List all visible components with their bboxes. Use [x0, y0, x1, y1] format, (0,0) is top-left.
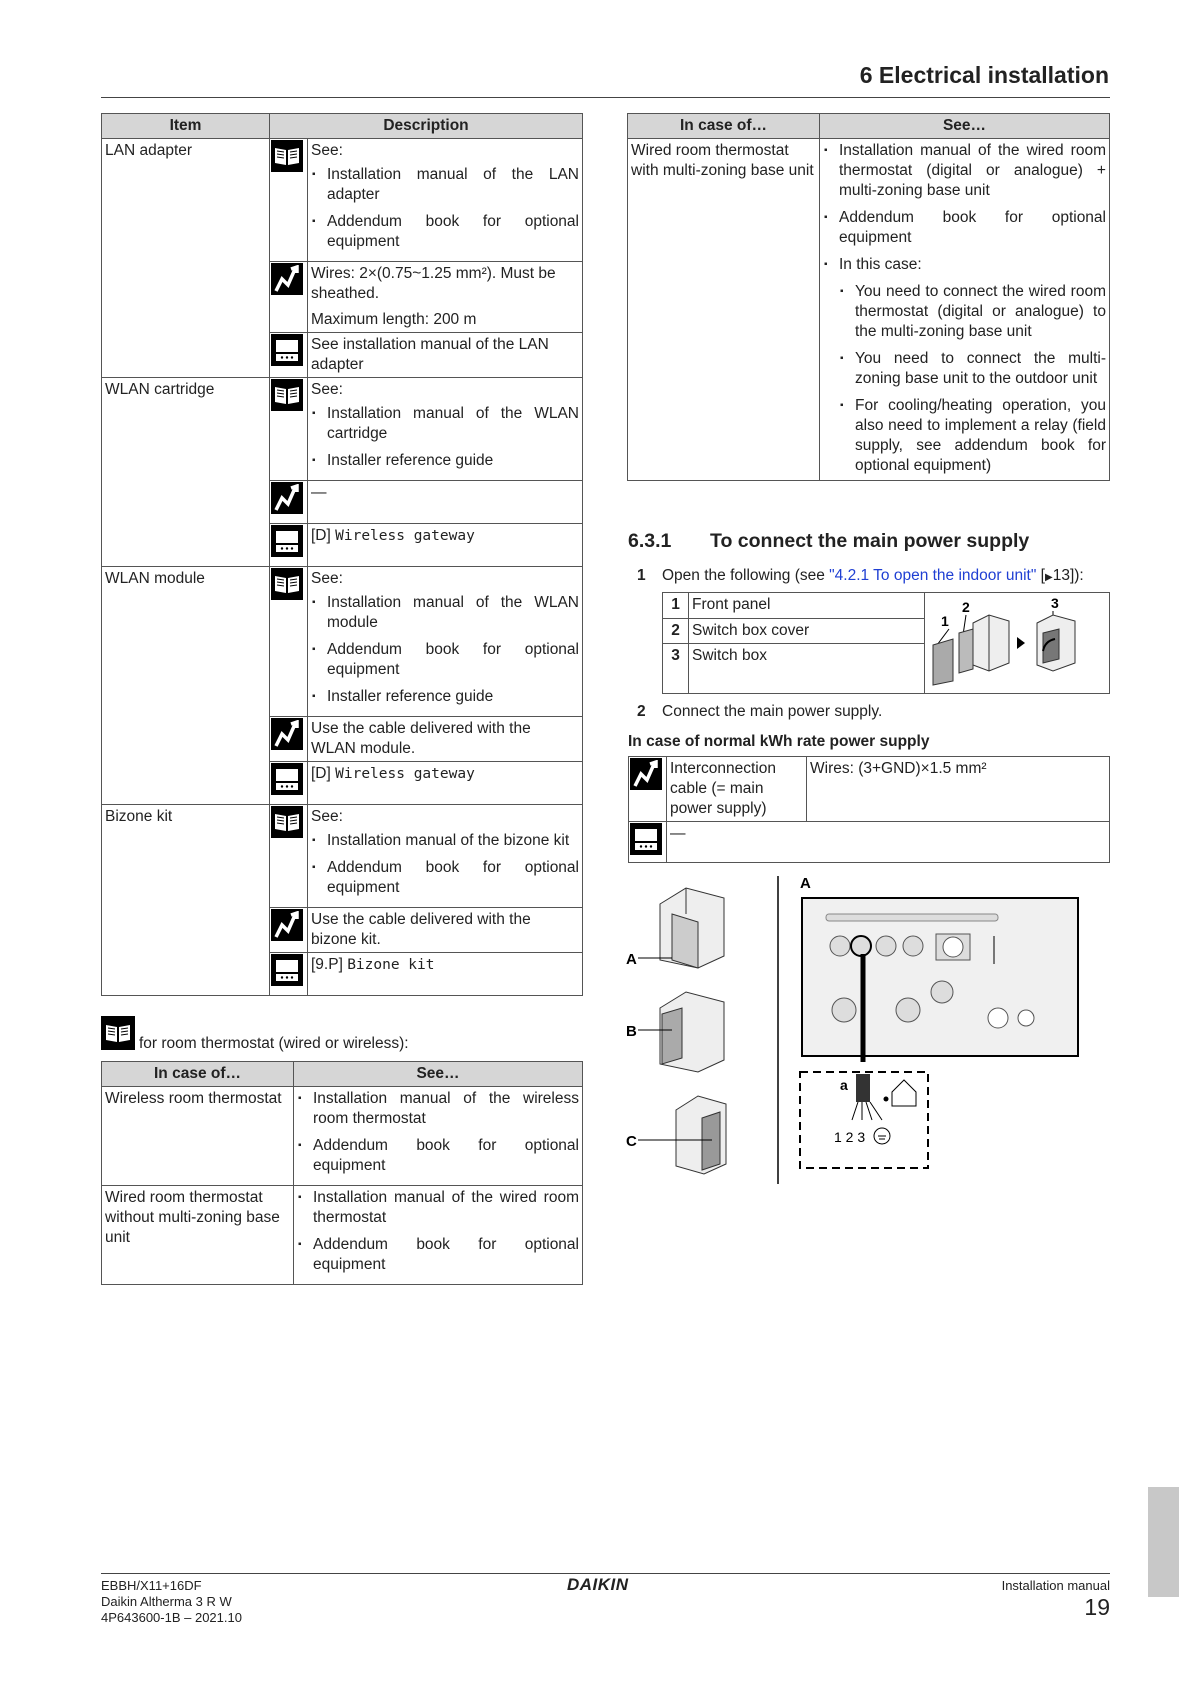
wlan-module-wire-cell: Use the cable delivered with the WLAN module. [308, 717, 583, 762]
wire-icon [270, 481, 308, 524]
book-icon [101, 1016, 135, 1050]
see-wireless [294, 1087, 583, 1186]
controller-icon [270, 333, 308, 378]
wlan-module-ctrl-cell [308, 762, 583, 805]
brand-logo: DAIKIN [567, 1575, 629, 1594]
parts-figure [925, 593, 1110, 694]
options-table [101, 113, 583, 996]
step-2-text: Connect the main power supply. [662, 703, 883, 720]
power-supply-heading: In case of normal kWh rate power supply [628, 733, 930, 750]
footer-docnum: 4P643600-1B – 2021.10 [101, 1610, 242, 1625]
col-see-header: See… [820, 114, 1110, 139]
wlan-cartridge-wire-cell: — [308, 481, 583, 524]
part-number: 3 [663, 644, 689, 694]
see-label: See: [311, 381, 343, 398]
list-item: ▪ In this case: [839, 255, 1106, 275]
terminal-numbers: 1 2 3 [834, 1129, 866, 1145]
wlan-cartridge-book-cell [308, 378, 583, 481]
footer-manual: Installation manual [1001, 1578, 1110, 1593]
item-lan-adapter: LAN adapter [102, 139, 270, 378]
wire-icon [270, 717, 308, 762]
page-ref[interactable]: 13 [1052, 567, 1070, 584]
figure-label-C: C [626, 1133, 637, 1150]
section-number: 6.3.1 [628, 530, 672, 552]
parts-table [662, 592, 1110, 694]
arrow-icon: ▶ [1045, 572, 1053, 583]
step-number: 1 [637, 567, 646, 584]
menu-ref: [D] [311, 527, 331, 544]
footer-rule [101, 1573, 1110, 1574]
part-label: Switch box cover [689, 619, 925, 644]
book-icon [270, 139, 308, 262]
part-label: Switch box [689, 644, 925, 694]
book-icon [270, 805, 308, 908]
case-wired: Wired room thermostat without multi-zoning base unit [102, 1186, 294, 1285]
step-text: ]): [1069, 567, 1084, 584]
wire-icon [270, 262, 308, 333]
figure-label: 3 [1051, 595, 1059, 611]
part-number: 2 [663, 619, 689, 644]
case-multizone: Wired room thermostat with multi-zoning base unit [628, 139, 820, 481]
header-rule [101, 97, 1110, 98]
see-label: See: [311, 570, 343, 587]
wire-spec: Wires: (3+GND)×1.5 mm² [807, 757, 1110, 822]
page-number: 19 [1084, 1594, 1110, 1620]
list-item: ▪ Installer reference guide [327, 451, 579, 471]
chapter-title: 6 Electrical installation [859, 62, 1109, 88]
list-item: ▪ Installer reference guide [327, 687, 579, 707]
list-item: ▪ Addendum book for optional equipment [327, 640, 579, 680]
step-text: Open the following (see [662, 567, 830, 584]
part-number: 1 [663, 593, 689, 619]
col-case-header: In case of… [102, 1062, 294, 1087]
item-bizone-kit: Bizone kit [102, 805, 270, 996]
wire-max-length: Maximum length: 200 m [311, 311, 477, 328]
wire-label: a [840, 1077, 848, 1093]
list-item: ▪ Installation manual of the wired room thermostat [313, 1188, 579, 1228]
step-1-text [662, 567, 1084, 585]
bizone-wire-cell: Use the cable delivered with the bizone kit. [308, 908, 583, 953]
section-title: To connect the main power supply [710, 530, 1030, 552]
cable-label: Interconnection cable (= main power supply) [667, 757, 807, 822]
wlan-module-book-cell [308, 567, 583, 717]
col-case-header: In case of… [628, 114, 820, 139]
figure-label: 1 [941, 613, 949, 629]
controller-icon [629, 822, 667, 863]
case-wireless: Wireless room thermostat [102, 1087, 294, 1186]
col-item-header: Item [102, 114, 270, 139]
figure-label-B: B [626, 1023, 637, 1040]
list-item: ▪ You need to connect the multi-zoning base unit to the outdoor unit [855, 349, 1106, 389]
step-text: [ [1036, 567, 1045, 584]
panel-label: A [800, 875, 811, 892]
book-icon [270, 567, 308, 717]
step-number: 2 [637, 703, 646, 720]
chapter-tab [1148, 1487, 1179, 1597]
controller-icon [270, 762, 308, 805]
list-item: ▪ Addendum book for optional equipment [327, 858, 579, 898]
list-item: ▪ You need to connect the wired room thermostat (digital or analogue) to the multi-zoning base unit [855, 282, 1106, 342]
list-item: ▪ Installation manual of the wireless room thermostat [313, 1089, 579, 1129]
bizone-book-cell [308, 805, 583, 908]
controller-icon [270, 953, 308, 996]
menu-code: Bizone kit [347, 957, 435, 973]
part-label: Front panel [689, 593, 925, 619]
lan-book-cell [308, 139, 583, 262]
list-item: ▪ Addendum book for optional equipment [313, 1235, 579, 1275]
footer-model: EBBH/X11+16DF [101, 1578, 202, 1593]
footer-left [101, 1578, 242, 1626]
list-item: ▪ Installation manual of the LAN adapter [327, 165, 579, 205]
ctrl-value: — [667, 822, 1110, 863]
col-see-header: See… [294, 1062, 583, 1087]
list-item: ▪ Addendum book for optional equipment [839, 208, 1106, 248]
list-item: ▪ Installation manual of the WLAN cartridge [327, 404, 579, 444]
item-wlan-cartridge: WLAN cartridge [102, 378, 270, 567]
wire-icon [270, 908, 308, 953]
controller-icon [270, 524, 308, 567]
col-description-header: Description [270, 114, 583, 139]
wire-icon [629, 757, 667, 822]
multizone-table [627, 113, 1110, 481]
list-item: ▪ Addendum book for optional equipment [327, 212, 579, 252]
list-item: ▪ For cooling/heating operation, you also need to implement a relay (field supply, see addendum book for optional equipment) [855, 396, 1106, 476]
see-label: See: [311, 808, 343, 825]
figure-label: 2 [962, 599, 970, 615]
list-item: ▪ Addendum book for optional equipment [313, 1136, 579, 1176]
menu-ref: [D] [311, 765, 331, 782]
wire-spec: Wires: 2×(0.75~1.25 mm²). Must be sheathed. [311, 265, 556, 302]
list-item: ▪ Installation manual of the WLAN module [327, 593, 579, 633]
thermostat-note: for room thermostat (wired or wireless): [139, 1035, 409, 1052]
menu-code: Wireless gateway [335, 528, 475, 544]
menu-code: Wireless gateway [335, 766, 475, 782]
bizone-ctrl-cell [308, 953, 583, 996]
lan-wire-cell [308, 262, 583, 333]
see-label: See: [311, 142, 343, 159]
wiring-diagram [626, 874, 1116, 1186]
power-supply-table [628, 756, 1110, 863]
lan-ctrl-cell: See installation manual of the LAN adapter [308, 333, 583, 378]
xref-link[interactable]: "4.2.1 To open the indoor unit" [829, 567, 1037, 584]
see-multizone [820, 139, 1110, 481]
thermostat-table [101, 1061, 583, 1285]
wlan-cartridge-ctrl-cell [308, 524, 583, 567]
see-wired [294, 1186, 583, 1285]
footer-product: Daikin Altherma 3 R W [101, 1594, 232, 1609]
menu-ref: [9.P] [311, 956, 343, 973]
list-item: ▪ Installation manual of the bizone kit [327, 831, 579, 851]
item-wlan-module: WLAN module [102, 567, 270, 805]
figure-label-A: A [626, 951, 637, 968]
book-icon [270, 378, 308, 481]
list-item: ▪ Installation manual of the wired room thermostat (digital or analogue) + multi-zoning base unit [839, 141, 1106, 201]
